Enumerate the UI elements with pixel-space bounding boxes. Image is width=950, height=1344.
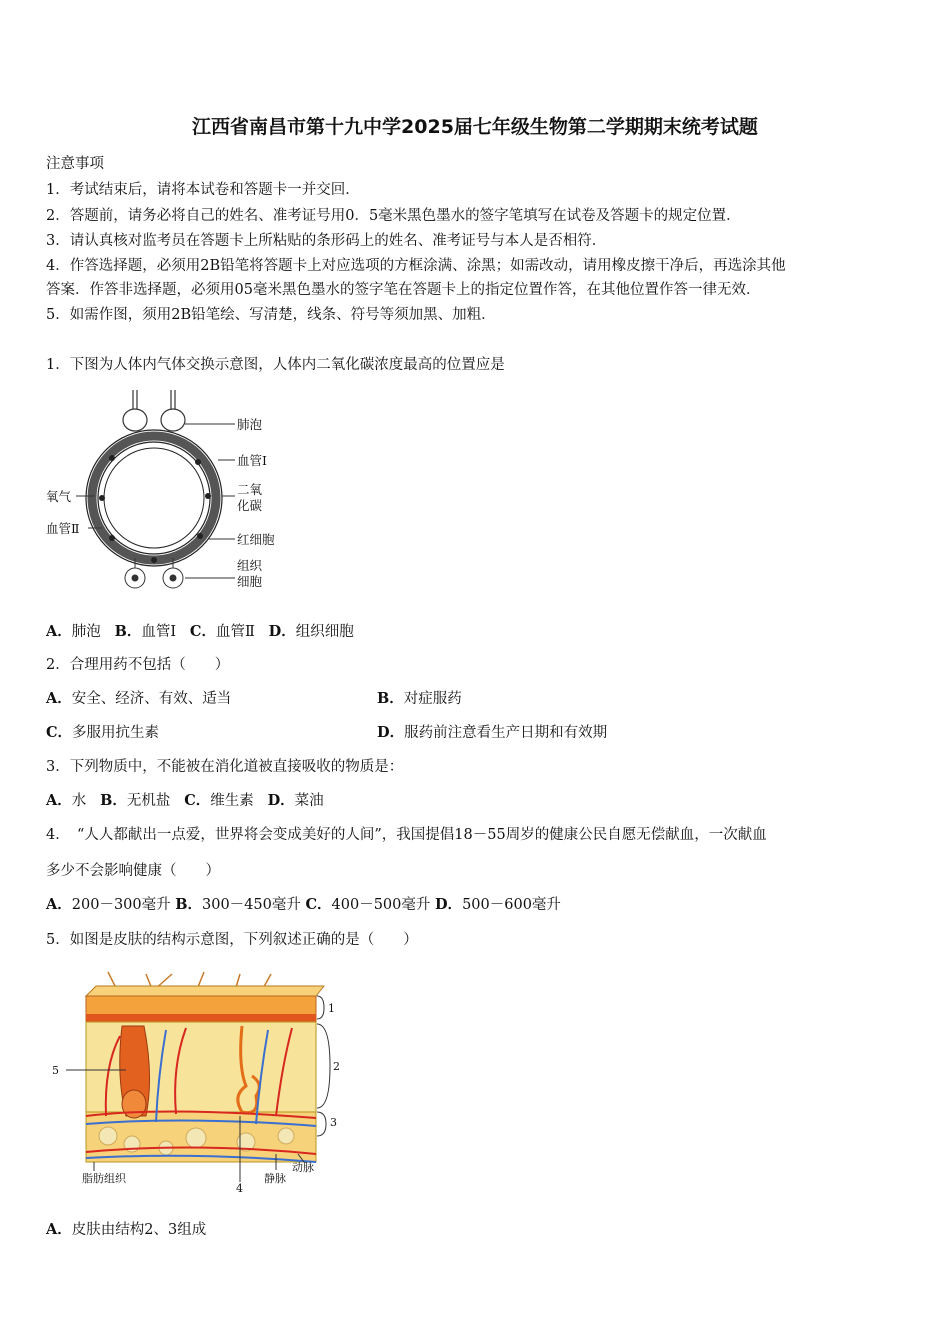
notice-item: 3．请认真核对监考员在答题卡上所粘贴的条形码上的姓名、准考证号与本人是否相符．	[46, 233, 607, 249]
notice-item: 答案．作答非选择题，必须用05毫米黑色墨水的签字笔在答题卡上的指定位置作答，在其他位置作答一律无效．	[46, 282, 761, 298]
alveoli-drawing	[123, 390, 185, 431]
fig1-label: 组织	[237, 558, 263, 573]
option-text: 多服用抗生素	[72, 725, 160, 741]
q4-options	[46, 893, 561, 914]
option-text: 服药前注意看生产日期和有效期	[404, 725, 608, 741]
option-text: 500－600毫升	[462, 897, 561, 913]
option-letter: A．	[46, 690, 72, 707]
notice-item: 2．答题前，请务必将自己的姓名、准考证号用0．5毫米黑色墨水的签字笔填写在试卷及答题卡的规定位置．	[46, 208, 741, 224]
option-text: 组织细胞	[295, 624, 354, 640]
fig1-label: 血管Ⅱ	[46, 521, 80, 536]
q3-options	[46, 789, 324, 810]
q2-option-b	[377, 687, 462, 708]
q1-options	[46, 620, 354, 641]
option-text: 皮肤由结构2、3组成	[71, 1222, 207, 1238]
option-letter: D．	[377, 724, 405, 741]
q4-stem-line2: 多少不会影响健康（ ）	[46, 863, 220, 879]
option-text: 菜油	[294, 793, 324, 809]
option-text: 无机盐	[126, 793, 171, 809]
fig1-label: 肺泡	[237, 417, 263, 432]
option-text: 血管Ⅰ	[141, 624, 177, 640]
option-text: 维生素	[210, 793, 254, 809]
q2-option-a	[46, 687, 231, 708]
fig5-label: 3	[330, 1116, 337, 1129]
fig1-label: 化碳	[237, 498, 263, 513]
fig5-label: 1	[328, 1002, 335, 1015]
fig5-label: 脂肪组织	[82, 1172, 126, 1185]
fig1-label: 细胞	[237, 574, 263, 589]
q2-option-c	[46, 721, 159, 742]
option-text: 对症服药	[403, 691, 462, 707]
gas-exchange-figure	[40, 388, 300, 598]
option-text: 肺泡	[71, 624, 101, 640]
option-text: 水	[71, 793, 87, 809]
q2-option-d	[377, 721, 607, 742]
option-letter: B．	[377, 690, 404, 707]
q4-stem-line1: 4． “人人都献出一点爱，世界将会变成美好的人间”，我国提倡18－55周岁的健康公民自愿无偿献血，一次献血	[46, 827, 767, 843]
option-letter: B．	[100, 792, 127, 809]
option-text: 200－300毫升	[71, 897, 171, 913]
option-text: 血管Ⅱ	[215, 624, 255, 640]
option-letter: D．	[434, 896, 463, 913]
option-letter: A．	[46, 623, 72, 640]
q5-option-a	[46, 1218, 206, 1239]
option-letter: A．	[46, 896, 72, 913]
option-letter: A．	[46, 1221, 72, 1238]
notice-item: 4．作答选择题，必须用2B铅笔将答题卡上对应选项的方框涂满、涂黑；如需改动，请用橡皮擦干净后，再选涂其他	[46, 258, 786, 274]
option-letter: D．	[268, 623, 296, 640]
fig1-label: 氧气	[46, 489, 72, 504]
fig5-label: 静脉	[264, 1172, 286, 1185]
skin-structure-figure	[46, 966, 356, 1192]
fig5-label: 2	[333, 1060, 340, 1073]
notice-item: 5．如需作图，须用2B铅笔绘、写清楚，线条、符号等须加黑、加粗．	[46, 307, 496, 323]
notice-heading: 注意事项	[46, 156, 104, 172]
option-letter: C．	[189, 623, 216, 640]
q5-stem: 5．如图是皮肤的结构示意图，下列叙述正确的是（ ）	[46, 932, 418, 948]
page-title: 江西省南昌市第十九中学2025届七年级生物第二学期期末统考试题	[192, 116, 758, 138]
option-letter: B．	[114, 623, 142, 640]
notice-item: 1．考试结束后，请将本试卷和答题卡一并交回．	[46, 182, 360, 198]
fig1-label: 红细胞	[237, 532, 275, 547]
q1-stem: 1．下图为人体内气体交换示意图，人体内二氧化碳浓度最高的位置应是	[46, 357, 505, 373]
option-text: 400－500毫升	[331, 897, 431, 913]
option-letter: C．	[184, 792, 211, 809]
q3-stem: 3．下列物质中，不能被在消化道被直接吸收的物质是：	[46, 759, 404, 775]
fig1-label: 二氧	[237, 482, 263, 497]
option-letter: D．	[267, 792, 295, 809]
q2-stem: 2．合理用药不包括（ ）	[46, 657, 230, 673]
option-letter: C．	[305, 896, 332, 913]
fig5-label: 5	[52, 1064, 59, 1077]
vessel-ring	[92, 436, 216, 560]
fig5-label: 4	[236, 1182, 243, 1192]
fig5-label: 动脉	[292, 1161, 314, 1174]
option-letter: A．	[46, 792, 72, 809]
option-text: 安全、经济、有效、适当	[71, 691, 232, 707]
option-letter: C．	[46, 724, 73, 741]
option-letter: B．	[175, 896, 202, 913]
option-text: 300－450毫升	[202, 897, 301, 913]
fig1-label: 血管Ⅰ	[237, 453, 267, 468]
